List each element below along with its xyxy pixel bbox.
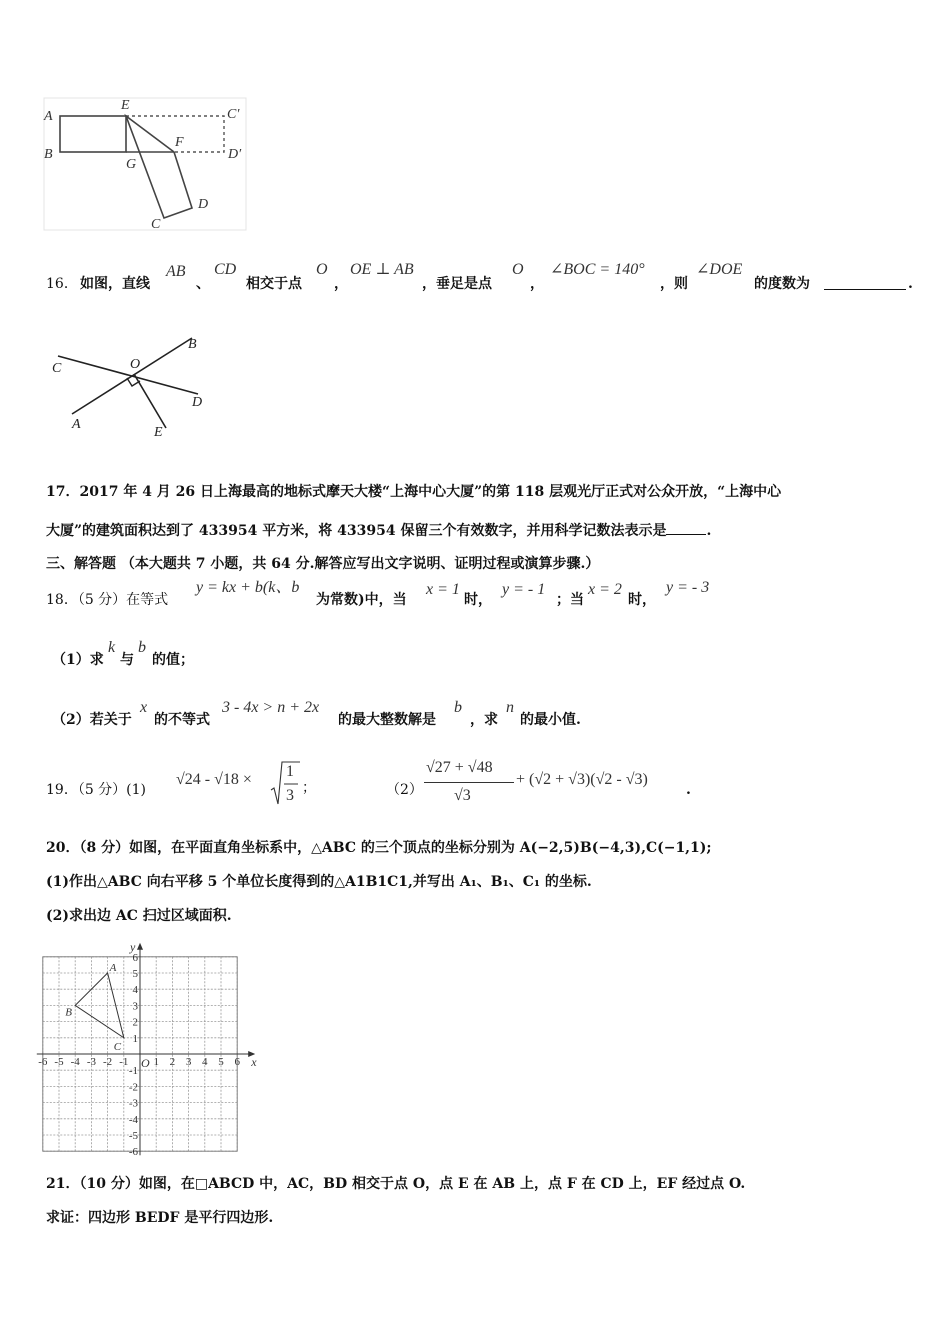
q18-p1-c: 的值； [152,652,194,668]
fig15-label-E: E [121,98,130,113]
y-tick-label: -4 [128,1113,138,1126]
q18-p2-a: （2）若关于 [52,712,132,728]
q19-frac-den: 3 [286,787,294,804]
fig15-rect-solid [60,116,126,152]
q21-line2: 求证：四边形 BEDF 是平行四边形. [46,1210,274,1226]
q17-line2 [46,520,711,541]
q19-part2: （2） [386,782,423,798]
fig20-triangle [65,962,124,1053]
q16-answer-blank [824,275,906,290]
q19-fraction-bar [424,782,514,783]
fig15-diagram [40,96,250,232]
q20-line3: (2)求出边 AC 扫过区域面积. [46,908,232,924]
fig15-label-B: B [44,147,53,162]
fig16-label-B: B [188,337,197,352]
q18-text3: ；当 [556,592,584,608]
x-tick-label: 4 [202,1056,208,1069]
point-c-label: C [113,1040,122,1053]
q16-cd: CD [214,261,237,278]
section3-title: 三、解答题 （本大题共 7 小题，共 64 分.解答应写出文字说明、证明过程或演算步骤.） [46,556,600,572]
x-tick-label: -6 [38,1056,48,1069]
fig16-label-A: A [72,417,81,432]
fig15-border [44,98,246,230]
fig16-label-D: D [192,395,203,410]
fig16-line-cd [58,356,198,394]
q16-text2: 相交于点 [246,276,302,292]
fig15-label-F: F [175,135,184,150]
q16-number: 16． [46,276,78,292]
q20-line2: (1)作出△ABC 向右平移 5 个单位长度得到的△A1B1C1,并写出 A₁、B₁、C₁ 的坐标. [46,874,592,890]
x-tick-label: -2 [103,1056,113,1069]
q17-answer-blank [666,520,706,535]
q17-line2-text: 大厦”的建筑面积达到了 433954 平方米，将 433954 保留三个有效数字，并用科学记数法表示是 [46,523,667,539]
fig16-label-O: O [130,357,141,372]
q19-number: 19．（5 分）(1) [46,782,147,798]
q19-end: . [686,782,691,798]
q17-line2-end: . [706,523,712,539]
y-tick-label: -2 [128,1081,138,1094]
q19-semi: ； [302,780,316,796]
q18-text4: 时， [628,592,656,608]
q18-p2-n: n [506,699,514,716]
q18-p2-d: ，求 [470,712,498,728]
x-tick-label: -3 [86,1056,96,1069]
x-axis-label: x [251,1055,257,1069]
x-tick-label: -5 [54,1056,64,1069]
fig15-label-Dprime: D′ [228,147,242,162]
q16-ab: AB [166,263,186,280]
fig16-right-angle [127,378,140,386]
fig15-label-G: G [126,157,137,172]
q18-x2: x = 2 [588,581,622,598]
q19-numerator: √27 + √48 [426,759,493,776]
q18-eq: y = kx + b(k、b [196,579,300,596]
fig15-label-A: A [44,109,53,124]
q16-o1: O [316,261,328,278]
q16-perp: OE ⊥ AB [350,261,414,278]
fig15-label-Cprime: C′ [227,107,240,122]
y-axis-arrow-icon [137,943,143,950]
y-axis-label: y [130,939,136,954]
fig16-label-E: E [154,425,163,440]
q19-fraction [422,756,516,812]
x-tick-label: 5 [218,1056,224,1069]
q19-sqrt-frac [270,760,300,808]
q18-p2-b: 的不等式 [154,712,210,728]
y-tick-label: -5 [128,1130,138,1142]
x-tick-label: 2 [169,1056,176,1069]
q19-expr1: √24 - √18 × [176,771,252,788]
q18-p1-a: （1）求 [52,652,104,668]
q18-p1-with: 与 [120,652,134,668]
q18-text2: 时， [464,592,492,608]
q18-y2: y = - 3 [666,579,710,596]
q18-x1: x = 1 [426,581,460,598]
y-tick-label: 4 [132,984,138,997]
q21-line1: 21．（10 分）如图，在□ABCD 中，AC，BD 相交于点 O，点 E 在 AB 上，点 F 在 CD 上，EF 经过点 O. [46,1176,746,1192]
q16-text3: ，垂足是点 [422,276,492,292]
y-tick-label: 2 [132,1016,138,1029]
q18-text1: 为常数)中，当 [316,592,407,608]
y-tick-label: 3 [132,1000,138,1013]
q18-number: 18．（5 分）在等式 [46,592,169,608]
q18-p2-x: x [140,699,148,716]
y-tick-label: 1 [132,1032,138,1045]
fig16-diagram [46,330,216,440]
q19-denominator: √3 [454,787,471,804]
q16-text5: 的度数为 [754,276,810,292]
q18-p2-e: 的最小值. [520,712,581,728]
q16-angle-doe: ∠DOE [696,261,743,278]
y-tick-label: 5 [132,968,138,980]
q18-y1: y = - 1 [502,581,546,598]
origin-label: O [141,1056,150,1070]
y-tick-label: -6 [128,1146,138,1159]
q16-comma1: ， [334,276,348,292]
fig15-label-C: C [151,217,161,232]
fig16-label-C: C [52,361,62,376]
q20-line1: 20．（8 分）如图，在平面直角坐标系中，△ABC 的三个顶点的坐标分别为 A(−2,5)B(−4,3),C(−1,1); [46,840,712,856]
x-tick-label: -4 [70,1056,80,1069]
q19-frac-num: 1 [286,763,294,780]
y-tick-label: -3 [128,1097,138,1110]
x-tick-label: -1 [119,1056,129,1069]
point-b-label: B [65,1006,72,1019]
q16-text1: 如图，直线 [80,276,150,292]
q18-p2-bvar: b [454,699,462,716]
y-tick-label: 6 [132,951,138,964]
q16-text4: ，则 [660,276,688,292]
q17-line1: 17．2017 年 4 月 26 日上海最高的地标式摩天大楼“上海中心大厦”的第 118 层观光厅正式对公众开放，“上海中心 [46,484,782,500]
y-tick-label: -1 [128,1065,138,1078]
q16-o2: O [512,261,524,278]
q19-rest: + (√2 + √3)(√2 - √3) [516,771,648,788]
q18-p1-k: k [108,639,116,656]
q16-sep: 、 [196,276,210,292]
q18-p1-b: b [138,639,146,656]
q16-comma2: ， [530,276,544,292]
q18-p2-c: 的最大整数解是 [338,712,436,728]
q18-p2-ineq: 3 - 4x > n + 2x [222,699,320,716]
fig20-axes [37,940,257,1155]
fig20-coordinate-grid [40,934,280,1162]
x-tick-label: 3 [185,1056,192,1069]
fig20-tick-labels [38,952,240,1158]
q19-radical-icon [270,760,300,808]
q16-angle-boc: ∠BOC = 140° [550,261,645,278]
fig15-label-D: D [198,197,209,212]
q16-end: . [908,276,913,292]
point-a-label: A [109,962,117,974]
x-tick-label: 6 [234,1056,240,1069]
x-tick-label: 1 [153,1056,159,1069]
